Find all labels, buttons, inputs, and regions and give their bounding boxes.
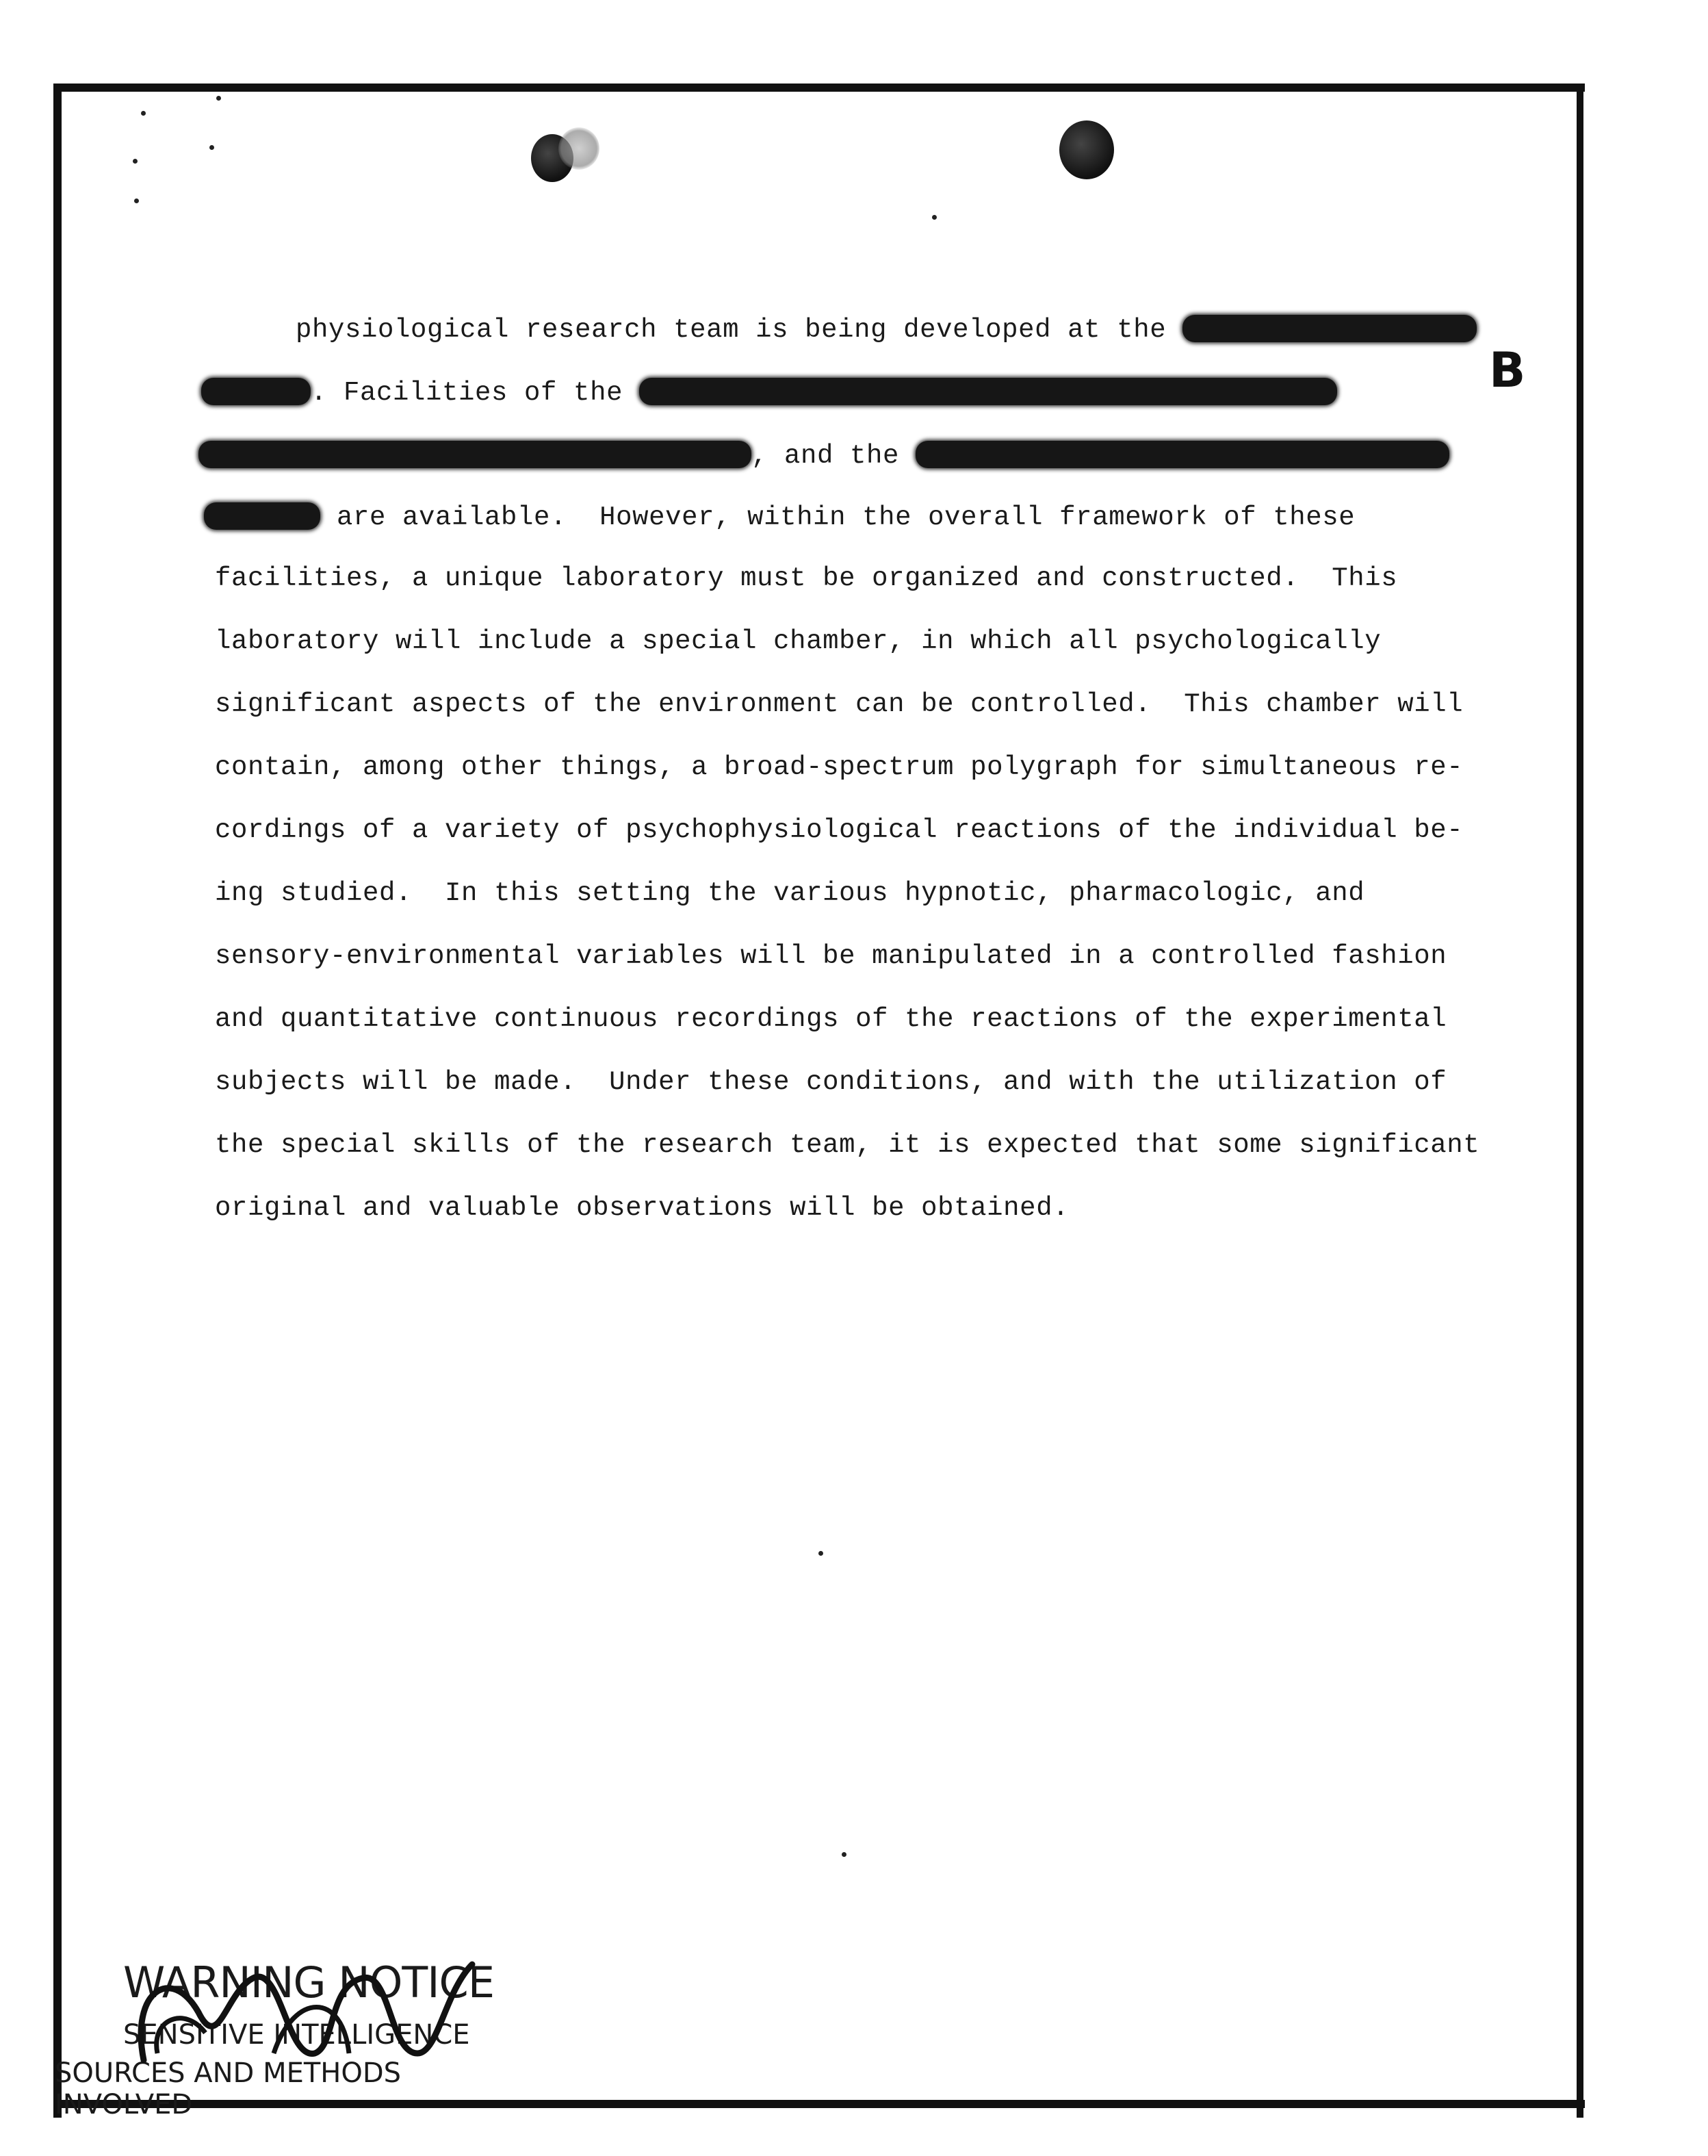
- page-border-top: [55, 84, 1585, 92]
- text-line: laboratory will include a special chamber, in which all psychologically: [215, 626, 1382, 656]
- redaction-bar: [204, 502, 320, 530]
- page-border-right: [1577, 84, 1583, 2118]
- redaction-bar: [1182, 315, 1477, 342]
- text-line: are available. However, within the overall framework of these: [204, 502, 1355, 531]
- scan-speck: [932, 215, 937, 220]
- redaction-bar: [198, 441, 751, 468]
- stamp-line: SOURCES AND METHODS INVOLVED: [55, 2057, 402, 2120]
- page-border-left: [53, 84, 62, 2118]
- scan-speck: [818, 1551, 823, 1556]
- text-line: significant aspects of the environment can be controlled. This chamber will: [215, 689, 1464, 719]
- text-line: and quantitative continuous recordings of the reactions of the experimental: [215, 1004, 1447, 1034]
- stamp-line: SENSITIVE INTELLIGENCE: [123, 2019, 470, 2051]
- text-line: . Facilities of the: [201, 378, 1337, 407]
- text-line: the special skills of the research team, it is expected that some significant: [215, 1130, 1480, 1160]
- scan-speck: [134, 198, 139, 203]
- text-line: facilities, a unique laboratory must be organized and constructed. This: [215, 563, 1398, 593]
- scan-speck: [216, 96, 221, 101]
- scan-speck: [133, 159, 138, 164]
- scan-speck: [842, 1852, 846, 1857]
- redaction-bar: [916, 441, 1449, 468]
- warning-stamp: [55, 1951, 534, 2120]
- scan-speck: [141, 111, 146, 116]
- stamp-line: WARNING NOTICE: [123, 1958, 495, 2007]
- punch-hole: [1059, 120, 1114, 179]
- text-line: physiological research team is being developed at the: [296, 315, 1477, 344]
- text-line: subjects will be made. Under these conditions, and with the utilization of: [215, 1067, 1447, 1097]
- text-line: contain, among other things, a broad-spectrum polygraph for simultaneous re-: [215, 752, 1464, 782]
- text-line: original and valuable observations will be obtained.: [215, 1193, 1070, 1223]
- text-line: , and the: [198, 441, 1449, 470]
- text-line: sensory-environmental variables will be manipulated in a controlled fashion: [215, 941, 1447, 971]
- punch-hole-shadow: [558, 127, 599, 170]
- redaction-bar: [201, 378, 311, 405]
- handwritten-annotation: B: [1489, 342, 1526, 398]
- redaction-bar: [639, 378, 1337, 405]
- handwritten-scrawl: [116, 1951, 527, 2074]
- scan-speck: [209, 145, 214, 150]
- text-line: ing studied. In this setting the various hypnotic, pharmacologic, and: [215, 878, 1365, 908]
- text-line: cordings of a variety of psychophysiological reactions of the individual be-: [215, 815, 1464, 845]
